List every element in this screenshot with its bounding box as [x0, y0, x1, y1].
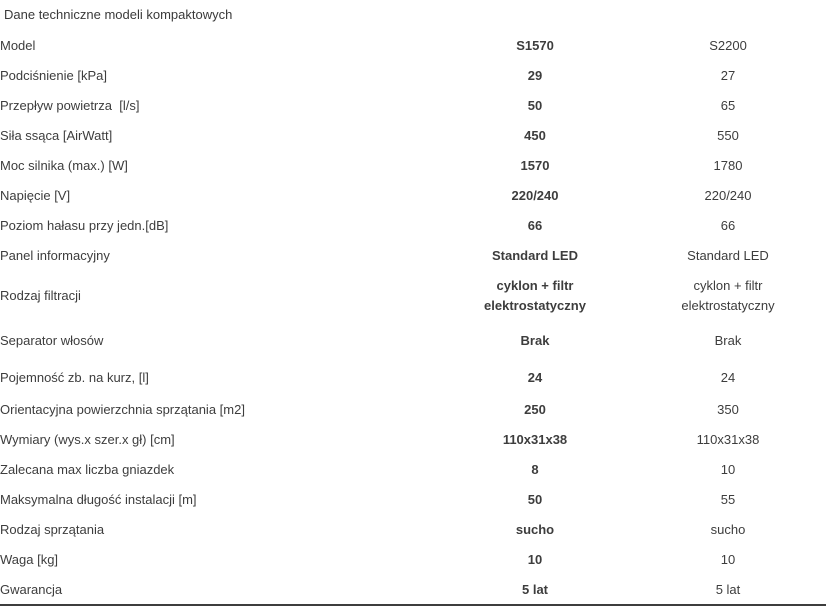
value-text: 66	[527, 218, 543, 233]
row-label: Poziom hałasu przy jedn.[dB]	[0, 218, 169, 233]
value-text: 27	[720, 68, 736, 83]
value-text: 450	[524, 128, 546, 143]
value-text: 55	[720, 492, 736, 507]
value-s1570	[440, 241, 630, 271]
spec-row	[0, 211, 826, 241]
value-s2200	[630, 515, 826, 545]
value-s2200	[630, 485, 826, 515]
row-label: Maksymalna długość instalacji [m]	[0, 492, 197, 507]
value-s1570	[440, 181, 630, 211]
value-s1570	[440, 211, 630, 241]
value-text: 66	[720, 218, 736, 233]
value-text: sucho	[515, 522, 555, 537]
value-s1570	[440, 61, 630, 91]
value-text: Standard LED	[687, 248, 769, 263]
value-s2200	[630, 320, 826, 361]
spec-row	[0, 515, 826, 545]
row-label: Model	[0, 38, 36, 53]
row-label: Waga [kg]	[0, 552, 59, 567]
value-s1570	[440, 575, 630, 605]
value-text: Brak	[520, 332, 550, 348]
row-label: Siła ssąca [AirWatt]	[0, 128, 113, 143]
value-text: 29	[527, 68, 543, 83]
value-s1570	[440, 361, 630, 395]
value-s2200	[630, 271, 826, 320]
value-text: 65	[720, 98, 736, 113]
value-s1570	[440, 425, 630, 455]
value-s1570	[440, 320, 630, 361]
value-text: S2200	[709, 38, 747, 53]
page-title: Dane techniczne modeli kompaktowych	[4, 7, 233, 22]
row-label: Panel informacyjny	[0, 248, 110, 263]
value-text: Standard LED	[492, 248, 578, 263]
value-text: 250	[524, 402, 546, 417]
value-text: 550	[717, 128, 739, 143]
value-text: 8	[531, 462, 539, 477]
row-label: Przepływ powietrza [l/s]	[0, 98, 140, 113]
row-label: Zalecana max liczba gniazdek	[0, 462, 175, 477]
value-s2200	[630, 121, 826, 151]
value-s1570	[440, 91, 630, 121]
spec-row	[0, 271, 826, 320]
value-text: 220/240	[511, 188, 559, 203]
value-s1570	[440, 485, 630, 515]
spec-row	[0, 320, 826, 361]
row-label: Separator włosów	[0, 332, 104, 348]
value-s2200	[630, 31, 826, 61]
row-label: Rodzaj sprzątania	[0, 522, 105, 537]
value-s1570	[440, 151, 630, 181]
value-text: 5 lat	[521, 581, 548, 597]
value-text: 1780	[713, 158, 743, 173]
value-text: S1570	[516, 38, 554, 53]
value-text: 50	[527, 98, 543, 113]
value-s2200	[630, 575, 826, 605]
value-s2200	[630, 181, 826, 211]
row-label: Pojemność zb. na kurz, [l]	[0, 370, 149, 385]
value-s1570	[440, 455, 630, 485]
spec-row	[0, 61, 826, 91]
value-text: Brak	[714, 332, 742, 348]
row-label: Moc silnika (max.) [W]	[0, 158, 128, 173]
value-s2200	[630, 455, 826, 485]
value-text: 220/240	[704, 188, 752, 203]
value-text: 10	[720, 552, 736, 567]
row-label: Gwarancja	[0, 581, 63, 597]
value-s2200	[630, 211, 826, 241]
value-text: 24	[720, 370, 736, 385]
row-label: Podciśnienie [kPa]	[0, 68, 107, 83]
value-s1570	[440, 121, 630, 151]
spec-table-body	[0, 31, 826, 605]
spec-row	[0, 395, 826, 425]
spec-row	[0, 361, 826, 395]
value-text: cyklon + filtr elektrostatyczny	[484, 277, 586, 313]
value-text: sucho	[710, 522, 746, 537]
value-text: 1570	[520, 158, 550, 173]
spec-row	[0, 455, 826, 485]
value-text: 24	[527, 370, 543, 385]
value-text: 10	[527, 552, 543, 567]
row-label: Orientacyjna powierzchnia sprzątania [m2]	[0, 402, 245, 417]
value-text: 350	[717, 402, 739, 417]
value-s1570	[440, 31, 630, 61]
spec-row	[0, 485, 826, 515]
value-text: 50	[527, 492, 543, 507]
spec-row	[0, 241, 826, 271]
value-s2200	[630, 61, 826, 91]
spec-table	[0, 31, 826, 606]
value-s2200	[630, 395, 826, 425]
spec-row	[0, 575, 826, 605]
value-s2200	[630, 425, 826, 455]
spec-row	[0, 181, 826, 211]
spec-row	[0, 91, 826, 121]
value-s1570	[440, 515, 630, 545]
value-s2200	[630, 545, 826, 575]
value-text: 5 lat	[715, 581, 741, 597]
value-s2200	[630, 151, 826, 181]
value-s1570	[440, 545, 630, 575]
value-s1570	[440, 395, 630, 425]
spec-row	[0, 151, 826, 181]
spec-row	[0, 425, 826, 455]
value-text: 110x31x38	[502, 432, 568, 447]
spec-row	[0, 121, 826, 151]
value-s1570	[440, 271, 630, 320]
value-text: cyklon + filtr elektrostatyczny	[681, 277, 775, 313]
value-text: 10	[720, 462, 736, 477]
row-label: Rodzaj filtracji	[0, 287, 81, 303]
spec-row	[0, 545, 826, 575]
value-s2200	[630, 361, 826, 395]
spec-row	[0, 31, 826, 61]
value-text: 110x31x38	[696, 432, 760, 447]
row-label: Napięcie [V]	[0, 188, 71, 203]
row-label: Wymiary (wys.x szer.x gł) [cm]	[0, 432, 175, 447]
value-s2200	[630, 241, 826, 271]
value-s2200	[630, 91, 826, 121]
